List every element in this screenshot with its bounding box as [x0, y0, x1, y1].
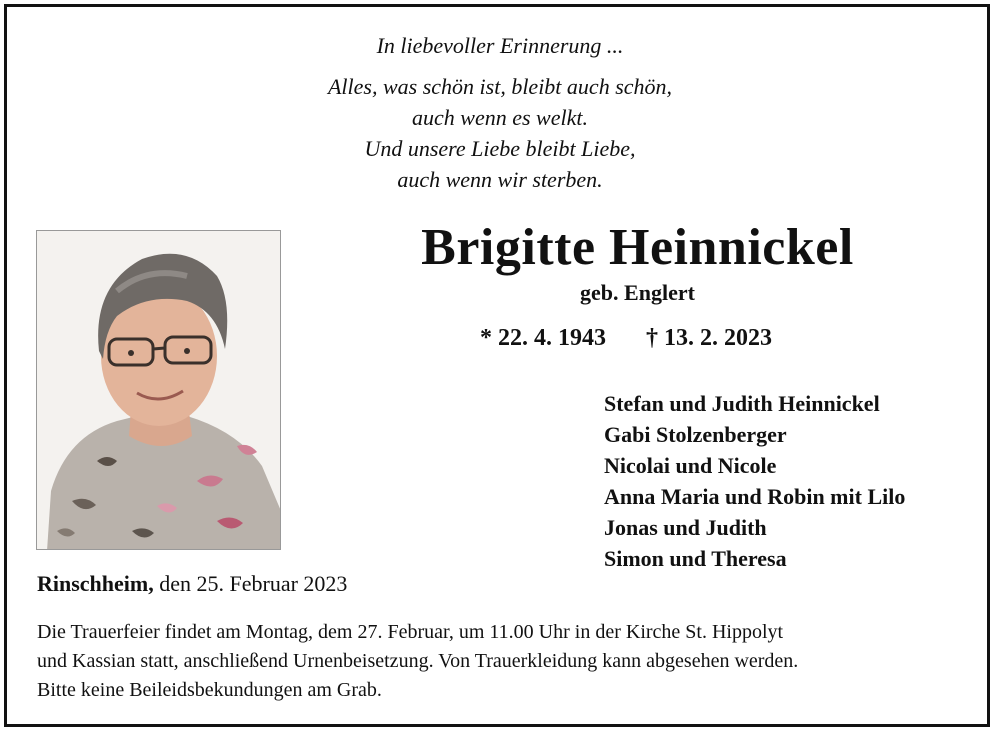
deceased-name: Brigitte Heinnickel [421, 219, 854, 276]
notice-date: den 25. Februar 2023 [153, 571, 348, 596]
mourner-entry: Nicolai und Nicole [604, 453, 777, 478]
mourner-entry: Simon und Theresa [604, 546, 787, 571]
mourners-list [604, 388, 905, 574]
intro-verse [0, 30, 1000, 195]
birth-date: * 22. 4. 1943 [480, 325, 606, 351]
notice-line: Die Trauerfeier findet am Montag, dem 27. Februar, um 11.00 Uhr in der Kirche St. Hippolyt [37, 621, 784, 643]
place-date-line [37, 571, 347, 597]
notice-line: Bitte keine Beileidsbekundungen am Grab. [37, 679, 382, 701]
death-date: † 13. 2. 2023 [646, 325, 772, 351]
maiden-name: geb. Englert [580, 280, 695, 305]
verse-line: auch wenn wir sterben. [397, 167, 603, 192]
mourner-entry: Jonas und Judith [604, 515, 767, 540]
mourner-entry: Stefan und Judith Heinnickel [604, 391, 880, 416]
portrait-photo [36, 230, 281, 550]
portrait-illustration [37, 231, 281, 550]
verse-line: auch wenn es welkt. [412, 105, 588, 130]
funeral-notice [37, 618, 967, 705]
mourner-entry: Gabi Stolzenberger [604, 422, 787, 447]
town-name: Rinschheim, [37, 571, 154, 596]
life-dates [480, 325, 772, 352]
notice-line: und Kassian statt, anschließend Urnenbeisetzung. Von Trauerkleidung kann abgesehen werden. [37, 650, 799, 672]
intro-line: In liebevoller Erinnerung ... [376, 33, 624, 58]
mourner-entry: Anna Maria und Robin mit Lilo [604, 484, 906, 509]
verse-line: Alles, was schön ist, bleibt auch schön, [327, 74, 673, 99]
verse-line: Und unsere Liebe bleibt Liebe, [364, 136, 636, 161]
